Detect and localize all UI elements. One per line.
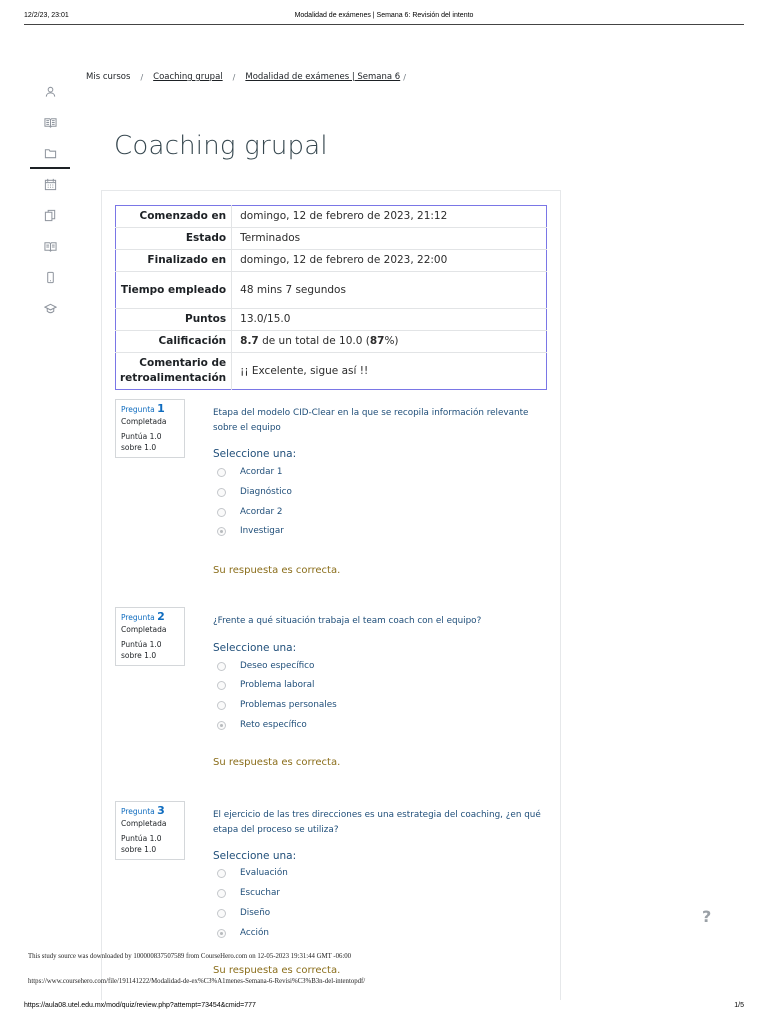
answer-option[interactable]: [217, 467, 283, 477]
question-label: Pregunta: [121, 613, 155, 622]
question-state: Completada: [121, 819, 167, 828]
summary-value: ¡¡ Excelente, sigue así !!: [240, 364, 369, 377]
summary-row-grade: [116, 331, 547, 353]
rail-calendar[interactable]: [30, 169, 70, 200]
breadcrumb-separator: /: [232, 72, 236, 82]
question-feedback: Su respuesta es correcta.: [213, 565, 341, 576]
question-feedback: Su respuesta es correcta.: [213, 757, 341, 768]
summary-value: Terminados: [240, 232, 301, 244]
source-url-watermark: https://www.coursehero.com/file/191141222/Modalidad-de-ex%C3%A1menes-Semana-6-Revisi%C3%B3n-del-intentopdf/: [28, 978, 366, 985]
print-footer: [24, 1002, 744, 1009]
summary-row-points: [116, 309, 547, 331]
question-info-3: [115, 801, 185, 860]
grade-score: 8.7: [240, 335, 259, 347]
summary-row-started: [116, 206, 547, 228]
breadcrumb-separator: /: [403, 72, 406, 82]
answer-label: Problemas personales: [240, 700, 337, 710]
graduation-cap-icon: [44, 302, 57, 315]
question-prompt: Seleccione una:: [213, 642, 297, 654]
question-prompt: Seleccione una:: [213, 448, 297, 460]
question-text-2: ¿Frente a qué situación trabaja el team coach con el equipo?: [213, 616, 482, 626]
answer-label: Diseño: [240, 908, 271, 918]
radio-button[interactable]: [217, 869, 226, 878]
copy-icon: [44, 209, 57, 222]
radio-button-checked[interactable]: [217, 929, 226, 938]
summary-row-finished: [116, 250, 547, 272]
print-header-rule: [24, 24, 744, 25]
answer-option[interactable]: [217, 507, 283, 517]
radio-button[interactable]: [217, 468, 226, 477]
summary-label: Estado: [116, 228, 232, 250]
radio-button[interactable]: [217, 681, 226, 690]
grade-percent: 87: [369, 335, 385, 347]
question-label: Pregunta: [121, 405, 155, 414]
mobile-icon: [44, 271, 57, 284]
book-icon: [44, 240, 57, 253]
summary-row-time: [116, 272, 547, 309]
answer-option[interactable]: [217, 680, 314, 690]
question-number: 3: [157, 804, 165, 817]
print-title: Modalidad de exámenes | Semana 6: Revisión del intento: [294, 12, 474, 19]
radio-button[interactable]: [217, 508, 226, 517]
summary-label: Calificación: [116, 331, 232, 353]
radio-button[interactable]: [217, 909, 226, 918]
question-number: 2: [157, 610, 165, 623]
question-number: 1: [157, 402, 165, 415]
question-state: Completada: [121, 625, 167, 634]
answer-option[interactable]: [217, 487, 292, 497]
summary-label: Tiempo empleado: [116, 272, 232, 309]
calendar-icon: [44, 178, 57, 191]
radio-button[interactable]: [217, 662, 226, 671]
answer-option[interactable]: [217, 661, 314, 671]
summary-value: 13.0/15.0: [240, 313, 291, 325]
rail-mobile[interactable]: [30, 262, 70, 293]
question-state: Completada: [121, 417, 167, 426]
answer-label: Deseo específico: [240, 661, 315, 671]
grade-end: %): [384, 335, 399, 347]
summary-label: Finalizado en: [116, 250, 232, 272]
summary-label: Puntos: [116, 309, 232, 331]
answer-label: Acción: [240, 928, 269, 938]
answer-label: Acordar 2: [240, 507, 283, 517]
answer-option-selected[interactable]: [217, 720, 307, 730]
download-watermark: This study source was downloaded by 100000837507589 from CourseHero.com on 12-05-2023 19:31:44 GMT -06:00: [28, 953, 352, 960]
summary-label: Comenzado en: [116, 206, 232, 228]
question-text-3: El ejercicio de las tres direcciones es una estrategia del coaching, ¿en qué etapa del proceso se utiliza?: [213, 810, 541, 835]
question-info-2: [115, 607, 185, 666]
question-grade: Puntúa 1.0 sobre 1.0: [121, 834, 162, 854]
answer-label: Problema laboral: [240, 680, 315, 690]
summary-value: domingo, 12 de febrero de 2023, 21:12: [240, 210, 448, 222]
rail-files[interactable]: [30, 200, 70, 231]
question-grade: Puntúa 1.0 sobre 1.0: [121, 640, 162, 660]
question-feedback: Su respuesta es correcta.: [213, 965, 341, 976]
rail-grades[interactable]: [30, 107, 70, 138]
question-label: Pregunta: [121, 807, 155, 816]
breadcrumb-separator: /: [140, 72, 144, 82]
breadcrumb-course-link[interactable]: Coaching grupal: [153, 72, 223, 82]
summary-value: domingo, 12 de febrero de 2023, 22:00: [240, 254, 448, 266]
question-info-1: [115, 399, 185, 458]
answer-option[interactable]: [217, 888, 280, 898]
radio-button[interactable]: [217, 488, 226, 497]
summary-value: [232, 331, 547, 353]
course-nav-rail: [30, 76, 70, 324]
answer-option-selected[interactable]: [217, 928, 269, 938]
folder-icon: [44, 147, 57, 160]
answer-option-selected[interactable]: [217, 526, 284, 536]
radio-button[interactable]: [217, 701, 226, 710]
answer-label: Acordar 1: [240, 467, 283, 477]
print-header: [24, 10, 744, 24]
answer-option[interactable]: [217, 908, 270, 918]
summary-row-state: [116, 228, 547, 250]
summary-row-feedback: [116, 353, 547, 390]
answer-label: Reto específico: [240, 720, 307, 730]
answer-label: Evaluación: [240, 868, 288, 878]
grade-mid: de un total de 10.0 (: [258, 335, 370, 347]
question-grade: Puntúa 1.0 sobre 1.0: [121, 432, 162, 452]
answer-label: Diagnóstico: [240, 487, 292, 497]
rail-participants[interactable]: [30, 76, 70, 107]
attempt-summary-table: [115, 205, 547, 390]
radio-button-checked[interactable]: [217, 527, 226, 536]
summary-label: Comentario de retroalimentación: [116, 353, 232, 390]
print-url: https://aula08.utel.edu.mx/mod/quiz/review.php?attempt=73454&cmid=777: [24, 1002, 256, 1009]
radio-button-checked[interactable]: [217, 721, 226, 730]
radio-button[interactable]: [217, 889, 226, 898]
answer-label: Escuchar: [240, 888, 280, 898]
summary-value: 48 mins 7 segundos: [240, 283, 346, 296]
question-text-1: Etapa del modelo CID-Clear en la que se recopila información relevante sobre el equipo: [213, 408, 529, 433]
rail-library[interactable]: [30, 231, 70, 262]
answer-label: Investigar: [240, 526, 284, 536]
rail-school[interactable]: [30, 293, 70, 324]
breadcrumb: [86, 72, 406, 82]
users-icon: [44, 85, 57, 98]
question-prompt: Seleccione una:: [213, 850, 297, 862]
breadcrumb-my-courses[interactable]: Mis cursos: [86, 72, 131, 82]
rail-content[interactable]: [30, 138, 70, 169]
book-open-icon: [44, 116, 57, 129]
page-title: Coaching grupal: [114, 131, 328, 161]
print-page-number: 1/5: [734, 1002, 744, 1009]
help-question-icon[interactable]: ?: [702, 907, 712, 926]
answer-option[interactable]: [217, 868, 288, 878]
print-datetime: 12/2/23, 23:01: [24, 12, 69, 19]
breadcrumb-quiz-link[interactable]: Modalidad de exámenes | Semana 6: [245, 72, 401, 82]
answer-option[interactable]: [217, 700, 337, 710]
